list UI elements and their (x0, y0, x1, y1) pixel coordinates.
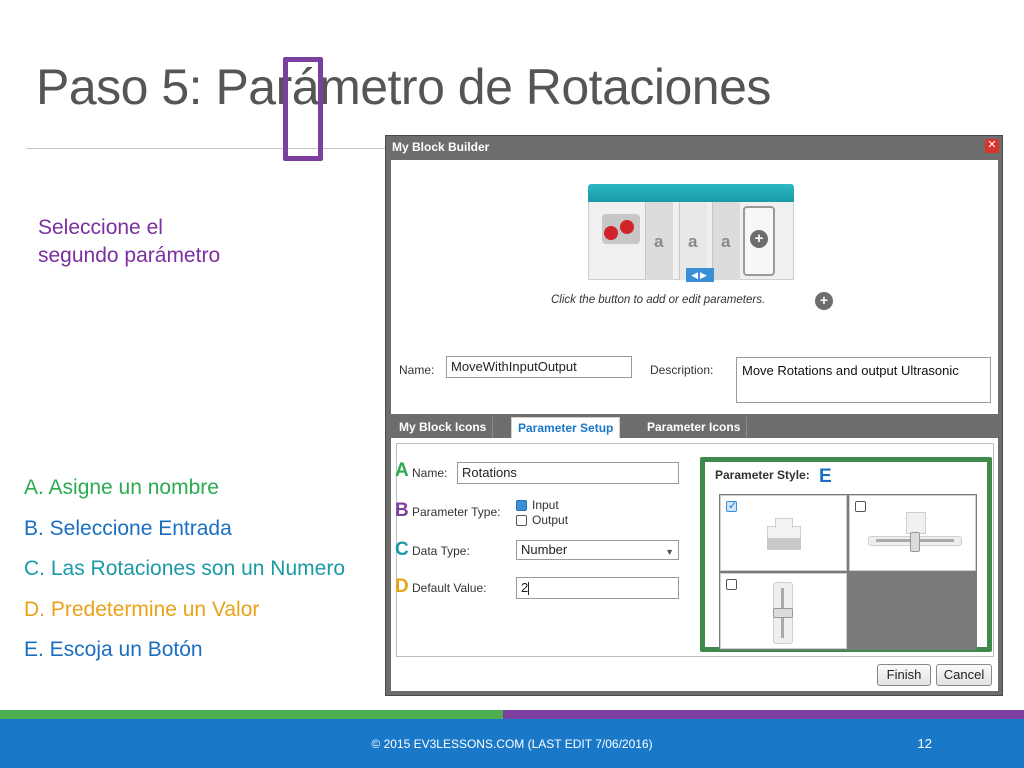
tab-parameter-icons[interactable]: Parameter Icons (641, 417, 747, 438)
add-parameter-button[interactable]: + (815, 292, 833, 310)
style-option-horizontal-slider[interactable] (849, 495, 976, 571)
block-preview (588, 184, 818, 284)
marker-d: D (395, 576, 409, 597)
slide-title: Paso 5: Parámetro de Rotaciones (36, 59, 771, 115)
param-type-label: Parameter Type: (412, 505, 501, 519)
style-option-input-box[interactable] (720, 495, 847, 571)
footer-purple-stripe (503, 710, 1024, 719)
dialog-title: My Block Builder (392, 140, 490, 154)
description-label: Description: (650, 363, 714, 377)
text-cursor (528, 582, 529, 595)
footer-green-stripe (0, 710, 503, 719)
tab-bar (391, 414, 998, 438)
style-checkbox-3[interactable] (726, 579, 737, 590)
parameter-style-panel (700, 457, 992, 652)
title-divider (26, 148, 386, 149)
param-name-field[interactable]: Rotations (457, 462, 679, 484)
horizontal-slider-icon (868, 512, 962, 556)
default-value-field[interactable] (516, 577, 679, 599)
style-option-vertical-slider[interactable] (720, 573, 847, 649)
cancel-button[interactable]: Cancel (936, 664, 992, 686)
input-option-label: Input (532, 498, 559, 512)
default-value: 2 (521, 580, 529, 595)
marker-a: A (395, 460, 409, 481)
input-radio[interactable] (516, 500, 527, 511)
param-style-label: Parameter Style: (715, 468, 810, 482)
description-field[interactable]: Move Rotations and output Ultrasonic (736, 357, 991, 403)
marker-c: C (395, 539, 409, 560)
move-arrows-icon[interactable]: ◀▶ (686, 268, 714, 282)
param-slot-1[interactable] (645, 202, 673, 280)
my-block-builder-dialog (385, 135, 1003, 696)
param-slot-2-label: a (688, 232, 698, 251)
add-parameter-slot[interactable] (743, 206, 775, 276)
page-number: 12 (917, 736, 932, 751)
plus-icon: + (750, 230, 768, 248)
step-b: B. Seleccione Entrada (24, 516, 232, 540)
step-d: D. Predetermine un Valor (24, 597, 260, 621)
data-type-select[interactable] (516, 540, 679, 560)
block-header (588, 184, 794, 202)
output-radio[interactable] (516, 515, 527, 526)
footer-copyright: © 2015 EV3LESSONS.COM (LAST EDIT 7/06/2016) (371, 737, 653, 751)
style-checkbox-1[interactable] (726, 501, 737, 512)
style-checkbox-2[interactable] (855, 501, 866, 512)
select-note-line1: Seleccione el (38, 216, 163, 239)
add-parameters-hint: Click the button to add or edit parameters. (551, 294, 766, 306)
vertical-slider-icon (769, 582, 799, 644)
step-e: E. Escoja un Botón (24, 638, 203, 661)
dialog-body (391, 160, 998, 691)
param-name-label: Name: (412, 466, 448, 480)
select-note (38, 214, 220, 270)
name-label: Name: (399, 363, 435, 377)
select-note-line2: segundo parámetro (38, 244, 221, 267)
param-slot-3-label: a (721, 232, 731, 251)
input-box-icon (767, 518, 801, 550)
second-parameter-highlight (283, 57, 323, 161)
output-option-label: Output (532, 513, 569, 527)
tab-parameter-setup[interactable]: Parameter Setup (511, 417, 620, 438)
close-icon[interactable]: ✕ (985, 139, 999, 153)
param-slot-3[interactable] (712, 202, 740, 280)
data-type-label: Data Type: (412, 544, 470, 558)
step-a: A. Asigne un nombre (24, 476, 219, 499)
steps-list (24, 474, 345, 677)
motor-icon (602, 214, 640, 244)
footer-bar (0, 719, 1024, 768)
step-c: C. Las Rotaciones son un Numero (24, 557, 345, 580)
tab-my-block-icons[interactable]: My Block Icons (393, 417, 493, 438)
data-type-value: Number (521, 542, 568, 557)
default-value-label: Default Value: (412, 581, 487, 595)
chevron-down-icon: ▼ (665, 547, 674, 557)
style-grid (719, 494, 977, 650)
finish-button[interactable]: Finish (877, 664, 931, 686)
marker-e: E (819, 466, 832, 487)
block-name-field[interactable]: MoveWithInputOutput (446, 356, 632, 378)
marker-b: B (395, 500, 409, 521)
param-slot-1-label: a (654, 232, 664, 251)
